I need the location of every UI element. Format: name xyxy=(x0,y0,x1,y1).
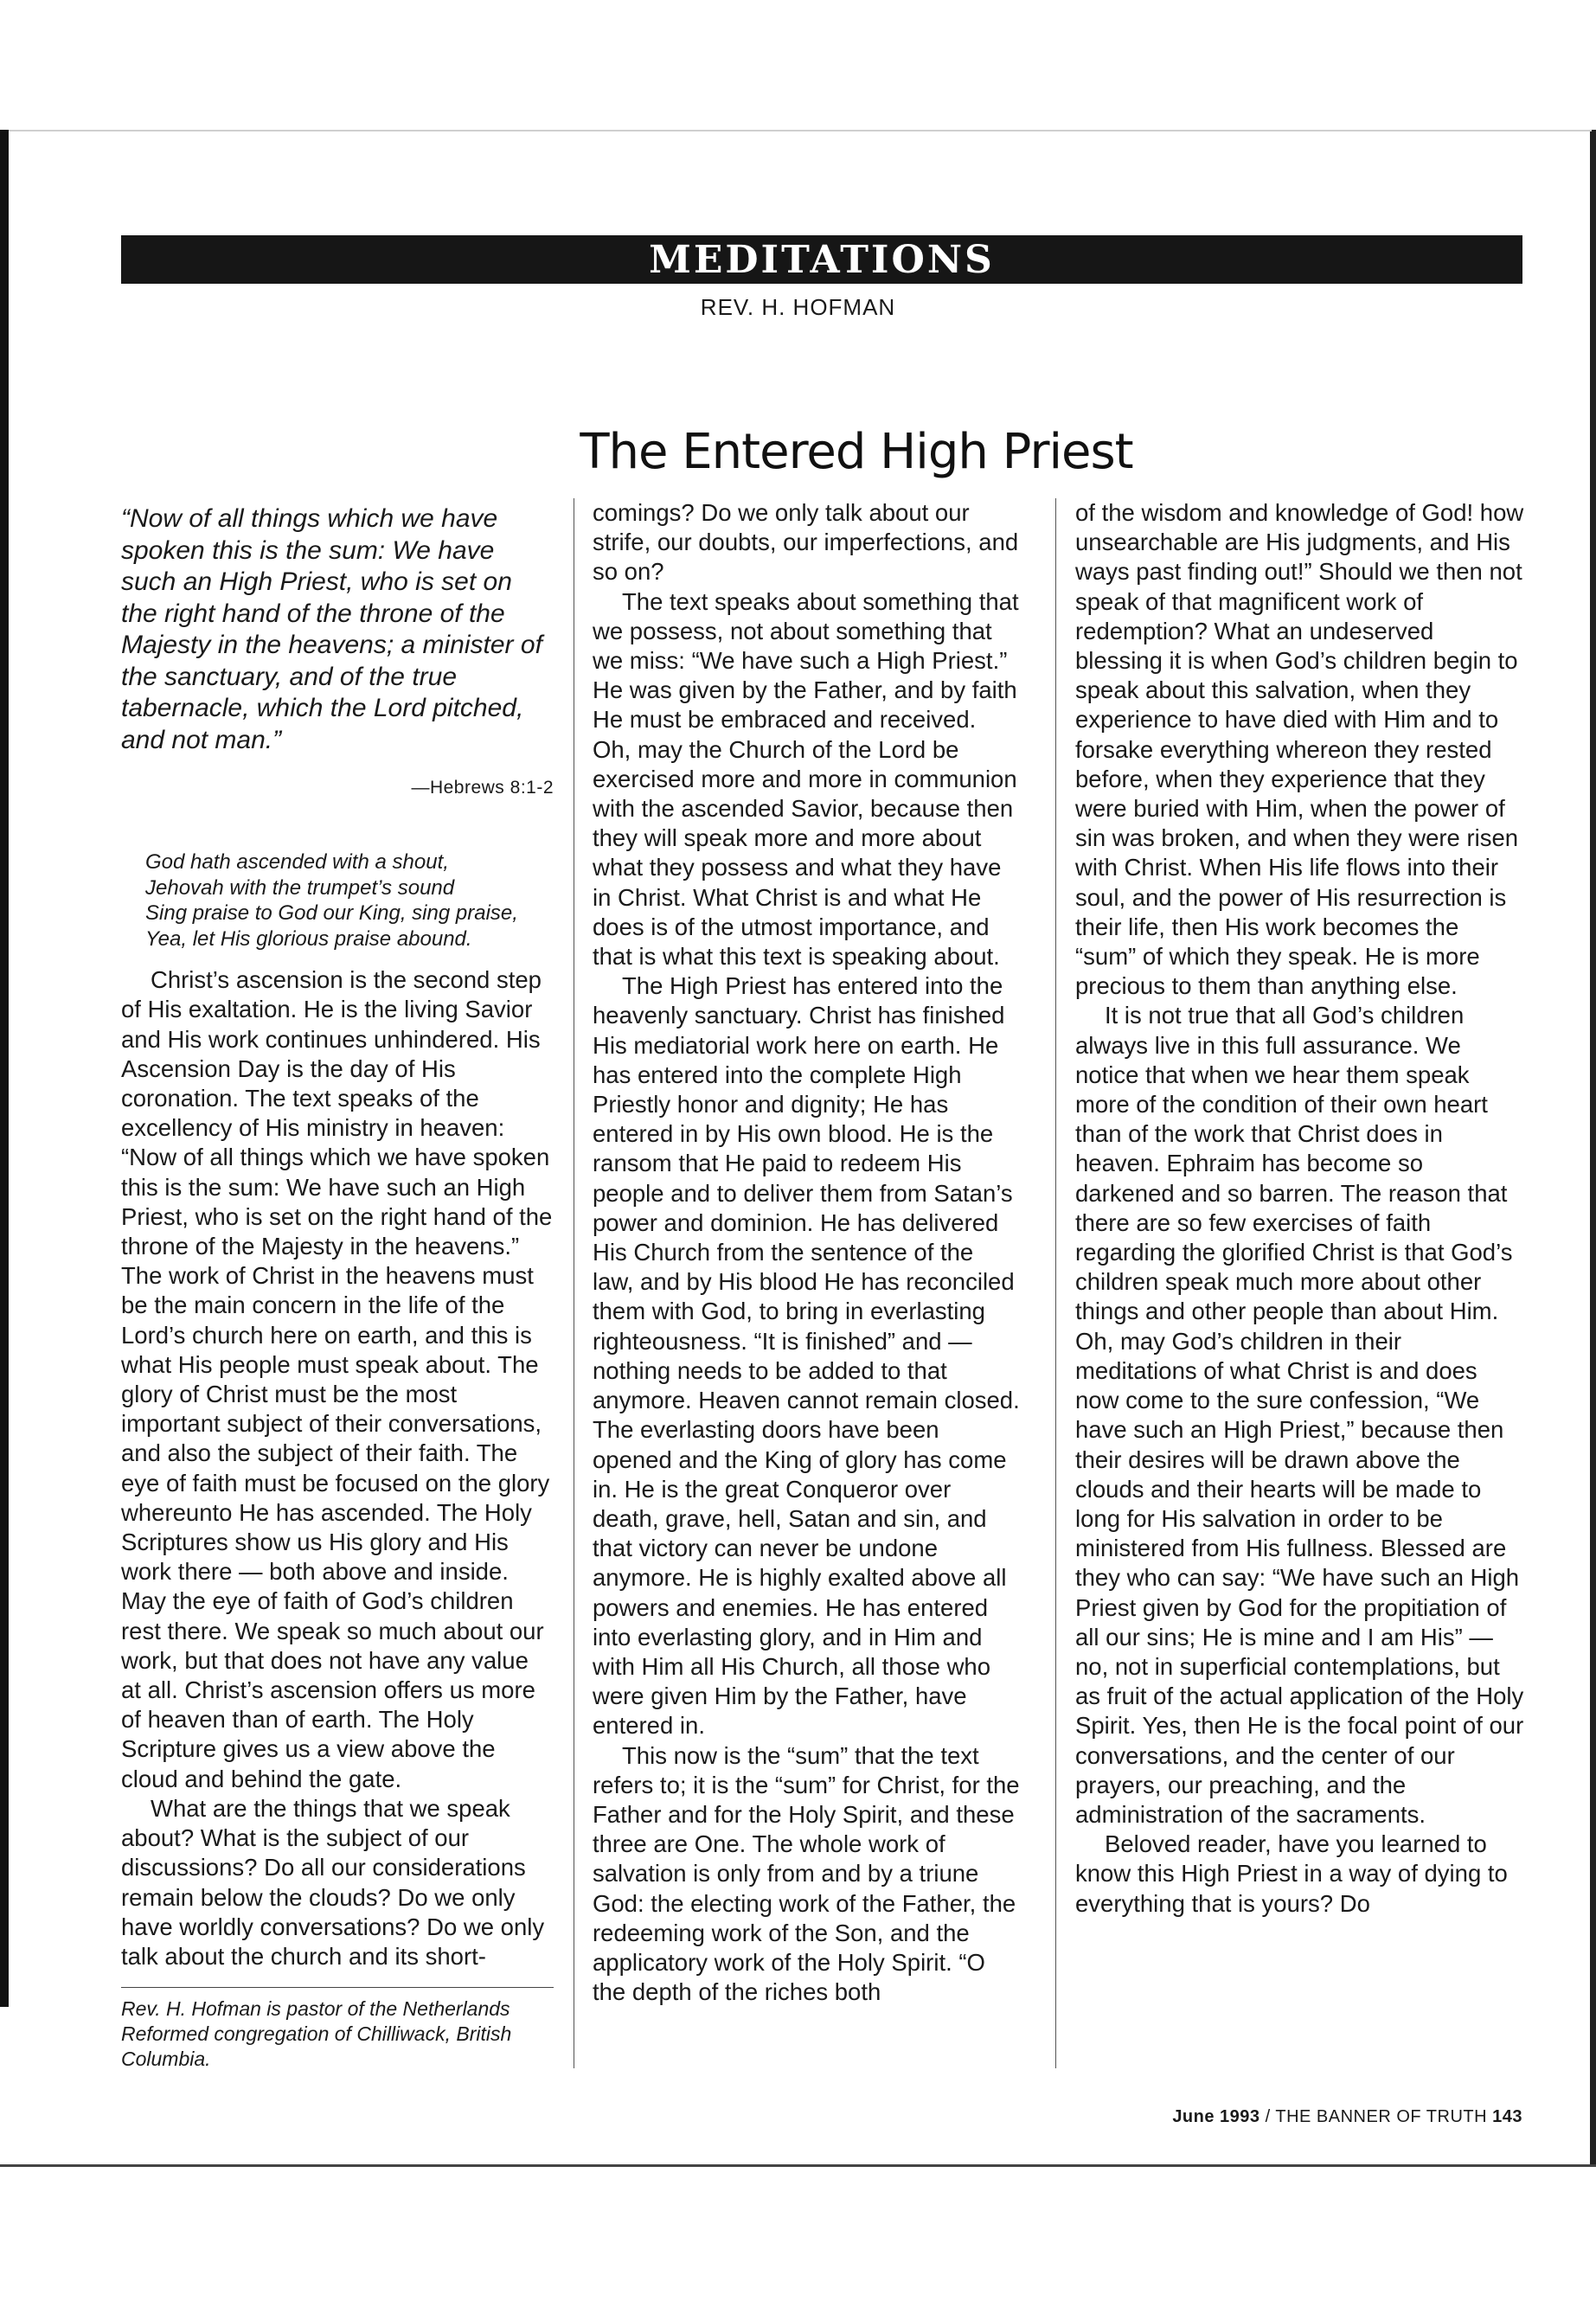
body-paragraph: of the wisdom and knowledge of God! how unsearchable are His judgments, and His ways past finding out!” Should we then not speak of that magnificent work of redemption? What an undeserved blessing it is when God’s children begin to speak about this salvation, when they experience to have died with Him and to forsake everything whereon they rested before, when they experience that they were buried with Him, when the power of sin was broken, and when they were risen with Christ. When His life flows into their soul, and the power of His resurrection is their life, then His work becomes the “sum” of which they speak. He is more precious to them than anything else. xyxy=(1075,499,1524,1000)
body-paragraph: Christ’s ascension is the second step of His exaltation. He is the living Savior and His work continues unhindered. His Ascension Day is the day of His coronation. The text speaks of the excellency of His ministry in heaven: “Now of all things which we have spoken this is the sum: We have such an High Priest, who is set on the right hand of the throne of the Majesty in the heavens.” The work of Christ in the heavens must be the main concern in the life of the Lord’s church here on earth, and this is what His people must speak about. The glory of Christ must be the most important subject of their conversations, and also the subject of their faith. The eye of faith must be focused on the glory whereunto He has ascended. The Holy Scriptures show us His glory and His work there — both above and inside. May the eye of faith of God’s children rest there. We speak so much about our work, but that does not have any value at all. Christ’s ascension offers us more of heaven than of earth. The Holy Scripture gives us a view above the cloud and behind the gate. xyxy=(121,966,553,1792)
hymn-line: Jehovah with the trumpet’s sound xyxy=(145,875,455,900)
body-paragraph: What are the things that we speak about? What is the subject of our discussions? Do all our considerations remain below the clouds? Do we only have worldly conversations? Do we only talk about the church and its short- xyxy=(121,1794,545,1970)
column-2 xyxy=(593,498,1021,2007)
column-rule-2 xyxy=(1055,498,1056,2068)
body-paragraph: Beloved reader, have you learned to know this High Priest in a way of dying to everything that is yours? Do xyxy=(1075,1830,1508,1917)
scan-edge-right xyxy=(1590,130,1596,2167)
article-title: The Entered High Priest xyxy=(580,424,1133,480)
body-paragraph: It is not true that all God’s children always live in this full assurance. We notice that when we hear them speak more of the condition of their own heart than of the work that Christ does in heaven. Ephraim has become so darkened and so barren. The reason that there are so few exercises of faith regarding the glorified Christ is that God’s children speak much more about other things and other people than about Him. Oh, may God’s children in their meditations of what Christ is and does now come to the sure confession, “We have such an High Priest,” because then their desires will be drawn above the clouds and their hearts will be made to long for His salvation in order to be ministered from His fullness. Blessed are they who can say: “We have such an High Priest given by God for the propitiation of all our sins; He is mine and I am His” — no, not in superficial contemplations, but as fruit of the actual application of the Holy Spirit. Yes, then He is the focal point of our conversations, and the center of our prayers, our preaching, and the administration of the sacraments. xyxy=(1075,1002,1524,1828)
hymn-line: Sing praise to God our King, sing praise, xyxy=(145,901,518,926)
page-top-line xyxy=(9,130,1592,131)
body-paragraph: The High Priest has entered into the heavenly sanctuary. Christ has finished His mediatorial work here on earth. He has entered into the complete High Priestly honor and dignity; He has entered in by His own blood. He is the ransom that He paid to redeem His people and to deliver them from Satan’s power and dominion. He has delivered His Church from the sentence of the law, and by His blood He has reconciled them with God, to bring in everlasting righteousness. “It is finished” and — nothing needs to be added to that anymore. Heaven cannot remain closed. The everlasting doors have been opened and the King of glory has come in. He is the great Conqueror over death, grave, hell, Satan and sin, and that victory can never be undone anymore. He is highly exalted above all powers and enemies. He has entered into everlasting glory, and in Him and with Him all His Church, all those who were given Him by the Father, have entered in. xyxy=(593,972,1020,1740)
scan-edge-bottom xyxy=(0,2164,1596,2167)
column-1 xyxy=(121,498,554,2072)
hymn-line: Yea, let His glorious praise abound. xyxy=(145,926,472,951)
body-paragraph: comings? Do we only talk about our strife, our doubts, our imperfections, and so on? xyxy=(593,499,1019,586)
section-banner xyxy=(121,235,1522,284)
hymn-verse xyxy=(145,849,554,952)
footer-page-number: 143 xyxy=(1492,2107,1522,2126)
epigraph-reference: —Hebrews 8:1-2 xyxy=(411,778,554,798)
body-paragraph: This now is the “sum” that the text refers to; it is the “sum” for Christ, for the Father and for the Holy Spirit, and these three are One. The whole work of salvation is only from and by a triune God: the electing work of the Father, the redeeming work of the Son, and the applicatory work of the Holy Spirit. “O the depth of the riches both xyxy=(593,1741,1020,2006)
footer-publication: / THE BANNER OF TRUTH xyxy=(1265,2107,1488,2126)
scan-edge-left xyxy=(0,130,9,2007)
footer-date: June 1993 xyxy=(1172,2107,1260,2126)
epigraph-quote: “Now of all things which we have spoken this is the sum: We have such an High Priest, who is set on the right hand of the throne of the Majesty in the heavens; a minister of the sanctuary, and of the true tabernacle, which the Lord pitched, and not man.” xyxy=(121,504,542,754)
body-paragraph: The text speaks about something that we possess, not about something that we miss: “We have such a High Priest.” He was given by the Father, and by faith He must be embraced and received. Oh, may the Church of the Lord be exercised more and more in communion with the ascended Savior, because then they will speak more and more about what they possess and what they have in Christ. What Christ is and what He does is of the utmost importance, and that is what this text is speaking about. xyxy=(593,587,1019,971)
author-byline: REV. H. HOFMAN xyxy=(700,294,896,320)
column-3 xyxy=(1075,498,1525,1919)
hymn-line: God hath ascended with a shout, xyxy=(145,850,449,875)
page-footer xyxy=(1038,2107,1522,2127)
author-bio: Rev. H. Hofman is pastor of the Netherlands Reformed congregation of Chilliwack, British Columbia. xyxy=(121,1987,554,2072)
section-title: MEDITATIONS xyxy=(649,237,995,282)
